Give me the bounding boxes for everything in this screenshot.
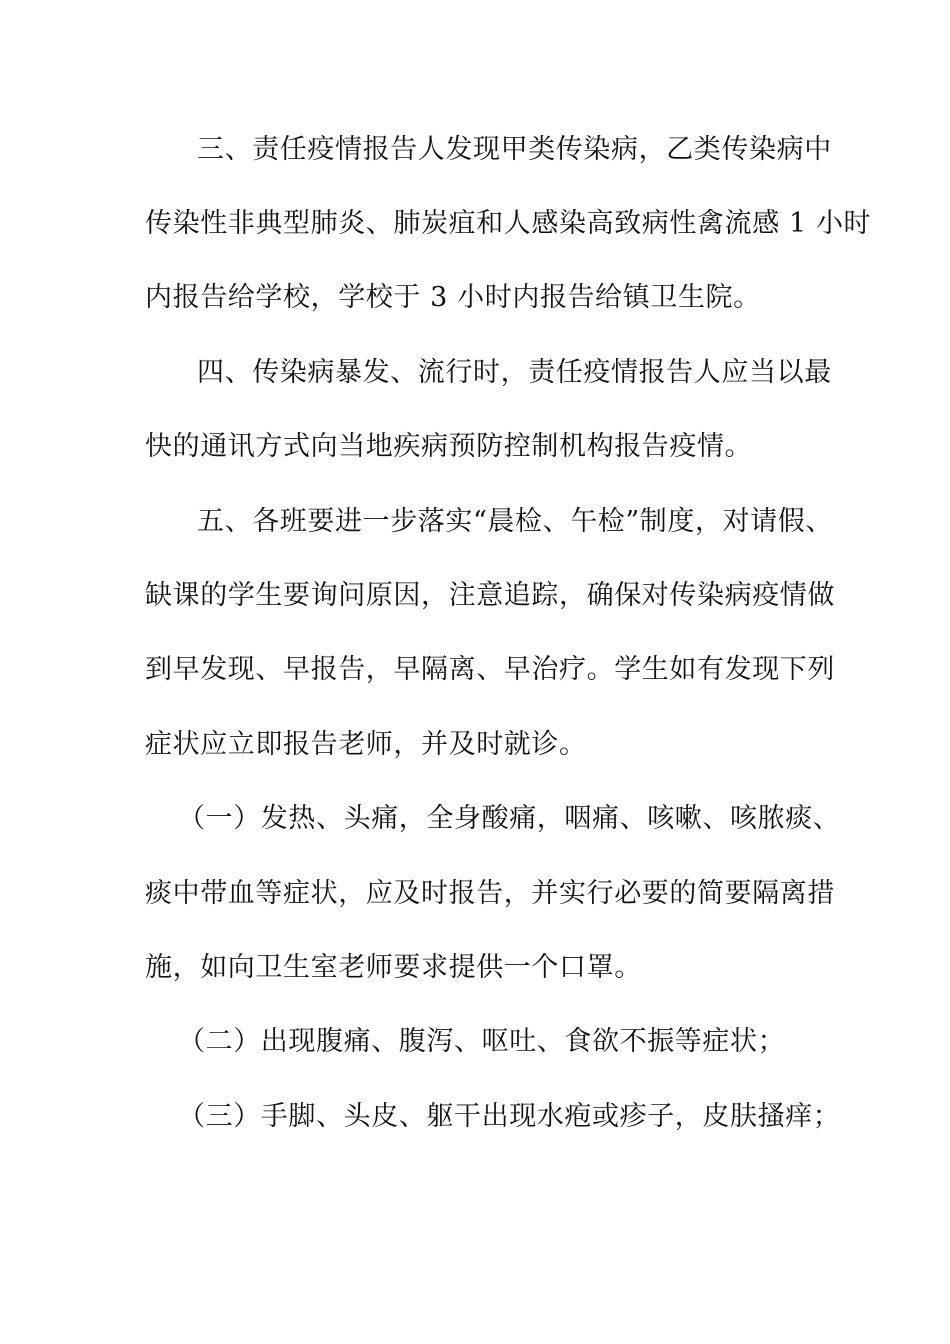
paragraph-3-line-3: 内报告给学校，学校于 3 小时内报告给镇卫生院。 [145, 282, 761, 313]
paragraph-4-line-1: 四、传染病暴发、流行时，责任疫情报告人应当以最 [197, 357, 832, 388]
paragraph-5-line-4: 症状应立即报告老师，并及时就诊。 [145, 729, 587, 760]
paragraph-5-line-1: 五、各班要进一步落实“晨检、午检”制度，对请假、 [197, 506, 834, 537]
paragraph-3-line-2: 传染性非典型肺炎、肺炭疽和人感染高致病性禽流感 1 小时 [145, 208, 872, 239]
item-2-line-1: （二）出现腹痛、腹泻、呕吐、食欲不振等症状； [178, 1026, 786, 1057]
paragraph-3-line-1: 三、责任疫情报告人发现甲类传染病，乙类传染病中 [197, 134, 832, 165]
paragraph-5-line-3: 到早发现、早报告，早隔离、早治疗。学生如有发现下列 [145, 654, 835, 685]
item-1-line-2: 痰中带血等症状，应及时报告，并实行必要的简要隔离措 [145, 878, 835, 909]
item-1-line-1: （一）发热、头痛，全身酸痛，咽痛、咳嗽、咳脓痰、 [178, 803, 841, 834]
paragraph-5-line-2: 缺课的学生要询问原因，注意追踪，确保对传染病疫情做 [145, 580, 835, 611]
paragraph-4-line-2: 快的通讯方式向当地疾病预防控制机构报告疫情。 [145, 431, 753, 462]
item-3-line-1: （三）手脚、头皮、躯干出现水疱或疹子，皮肤搔痒； [178, 1101, 841, 1132]
item-1-line-3: 施，如向卫生室老师要求提供一个口罩。 [145, 952, 642, 983]
